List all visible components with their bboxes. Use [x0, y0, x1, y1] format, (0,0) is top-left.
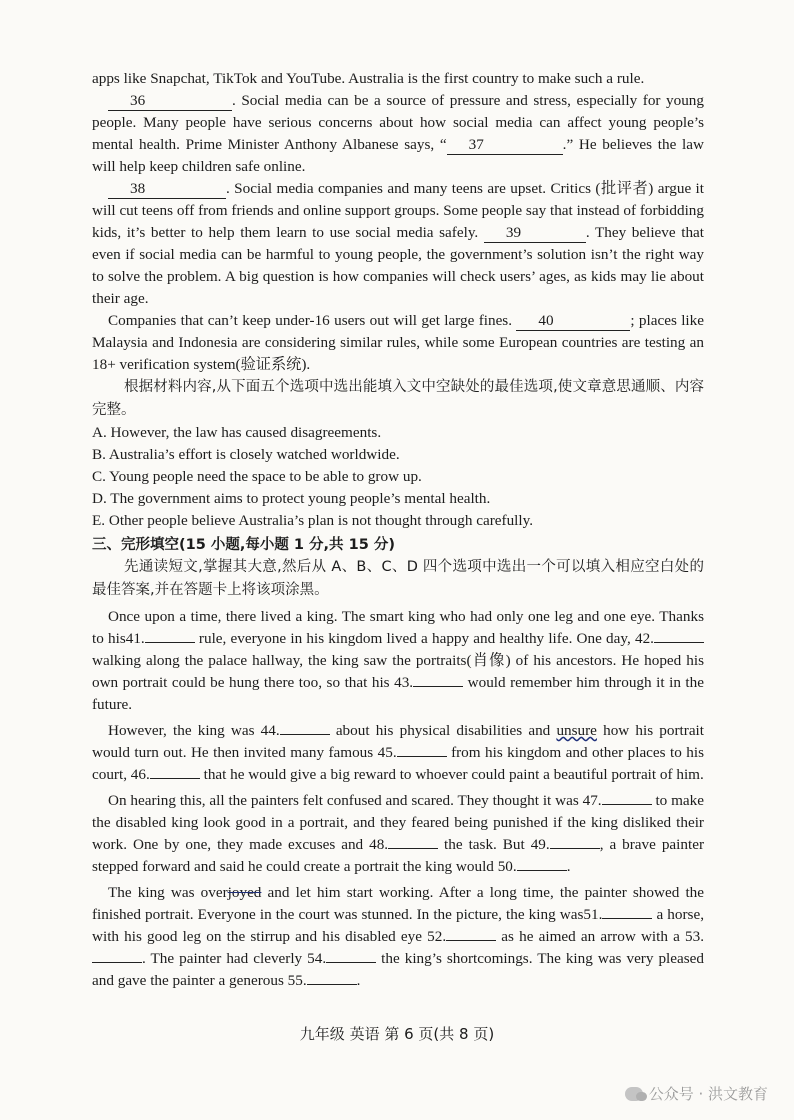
annotated-word-unsure: unsure [556, 722, 597, 739]
cloze-paragraph-2: However, the king was 44. about his physical disabilities and unsure how his portrait would turn out. He then invited many famous 45. from his kingdom and other places to his court, 46. that he would give a big reward to whoever could paint a beautiful portrait of him. [92, 722, 704, 783]
watermark [625, 1083, 768, 1104]
reading-instruction: 根据材料内容,从下面五个选项中选出能填入文中空缺处的最佳选项,使文章意思通顺、内容完整。 [92, 379, 704, 418]
blank-45[interactable] [397, 742, 447, 757]
blank-55[interactable] [307, 970, 357, 985]
reading-line-1: apps like Snapchat, TikTok and YouTube. Australia is the first country to make such a rule. [92, 70, 645, 87]
page-footer: 九年级 英语 第 6 页(共 8 页) [299, 1025, 495, 1043]
blank-53[interactable] [92, 948, 142, 963]
blank-52[interactable] [446, 926, 496, 941]
blank-39[interactable]: 39 [484, 224, 586, 243]
watermark-text: 公众号 · 洪文教育 [648, 1085, 768, 1103]
blank-46[interactable] [150, 764, 200, 779]
blank-43[interactable] [413, 672, 463, 687]
reading-paragraph-3: 38 . Social media companies and many teens are upset. Critics (批评者) argue it will cut teens off from friends and online support groups. Some people say that instead of forbidding kids, it’s better to help them learn to use social media safely. 39 . They believe that even if social media can be harmful to young people, the government’s solution isn’t the right way to solve the problem. A big question is how companies will check users’ ages, as kids may lie about their age. [92, 180, 705, 307]
cloze-paragraph-4: The king was overjoyed and let him start working. After a long time, the painter showed the finished portrait. Everyone in the court was stunned. In the picture, the king was51. a horse, with his good leg on the stirrup and his disabled eye 52. as he aimed an arrow with a 53.. The painter had cleverly 54. the king’s shortcomings. The king was very pleased and gave the painter a generous 55. . [92, 884, 704, 989]
blank-42[interactable] [654, 628, 704, 643]
option-a: A. However, the law has caused disagreements. [92, 424, 382, 441]
option-e: E. Other people believe Australia’s plan is not thought through carefully. [92, 512, 534, 529]
blank-40[interactable]: 40 [516, 312, 630, 331]
cloze-paragraph-3: On hearing this, all the painters felt confused and scared. They thought it was 47. to make the disabled king look good in a portrait, and they feared being punished if the king disliked their work. One by one, they made excuses and 48. the task. But 49. , a brave painter stepped forward and said he could create a portrait the king would 50. . [92, 792, 705, 875]
cloze-section-title: 三、完形填空(15 小题,每小题 1 分,共 15 分) [92, 537, 395, 553]
blank-41[interactable] [145, 628, 195, 643]
blank-38[interactable]: 38 [108, 180, 226, 199]
blank-48[interactable] [388, 834, 438, 849]
option-d: D. The government aims to protect young people’s mental health. [92, 490, 491, 507]
blank-50[interactable] [517, 856, 567, 871]
blank-49[interactable] [550, 834, 600, 849]
blank-51[interactable] [602, 904, 652, 919]
cloze-paragraph-1: Once upon a time, there lived a king. The smart king who had only one leg and one eye. Thanks to his41. rule, everyone in his kingdom lived a happy and healthy life. One day, 42. walking along the palace hallway, the king saw the portraits(肖像) of his ancestors. He hoped his own portrait could be hung there too, so that his 43. would remember him through it in the future. [92, 608, 704, 713]
exam-page [92, 68, 704, 992]
blank-54[interactable] [326, 948, 376, 963]
reading-paragraph-2: 36 . Social media can be a source of pressure and stress, especially for young people. Many people have serious concerns about how social media can affect young people’s mental health. Prime Minister Anthony Albanese says, “ 37 .” He believes the law will help keep children safe online. [92, 92, 704, 175]
blank-37[interactable]: 37 [447, 136, 563, 155]
option-b: B. Australia’s effort is closely watched worldwide. [92, 446, 400, 463]
blank-47[interactable] [602, 790, 652, 805]
blank-36[interactable]: 36 [108, 92, 232, 111]
cloze-instruction: 先通读短文,掌握其大意,然后从 A、B、C、D 四个选项中选出一个可以填入相应空白处的最佳答案,并在答题卡上将该项涂黑。 [92, 559, 704, 598]
option-c: C. Young people need the space to be able to grow up. [92, 468, 422, 485]
annotated-word-joyed: joyed [227, 884, 262, 901]
wechat-icon [625, 1087, 643, 1101]
blank-44[interactable] [280, 720, 330, 735]
reading-paragraph-4: Companies that can’t keep under-16 users out will get large fines. 40 ; places like Malaysia and Indonesia are considering similar rules, while some European countries are testing an 18+ verification system(验证系统). [92, 312, 704, 373]
